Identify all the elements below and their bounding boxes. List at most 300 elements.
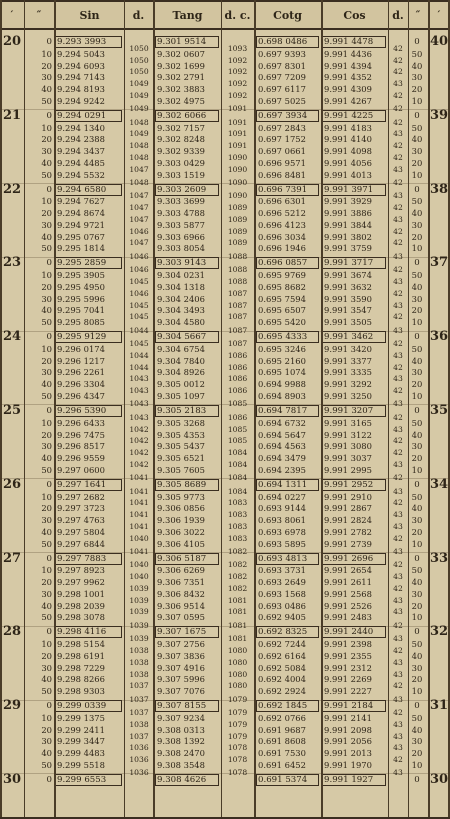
s-cell: 20 [41, 577, 52, 588]
d-sin-cell: 1038 [129, 669, 149, 679]
d-sin-cell: 1048 [129, 141, 149, 151]
header-dc: d. c. [224, 9, 251, 22]
value-box [155, 331, 219, 343]
dc-tan-cell: 1090 [227, 164, 248, 174]
dc-tan-cell: 1084 [227, 486, 248, 496]
s-cell: 40 [41, 305, 52, 316]
sin-cell: 9.297 0600 [57, 464, 105, 475]
d-cos-cell: 42 [393, 583, 403, 593]
rs-cell: 0 [414, 184, 420, 195]
rs-cell: 30 [411, 588, 423, 599]
s-cell: 10 [41, 639, 52, 650]
d-cos-cell: 43 [393, 459, 403, 469]
dc-tan-cell: 1079 [227, 731, 248, 741]
minute-label-left: 26 [3, 476, 22, 492]
cot-cell: 0.692 0766 [258, 712, 306, 723]
s-cell: 20 [41, 724, 52, 735]
value-box [155, 626, 219, 638]
value-box [55, 184, 122, 196]
value-box [55, 36, 122, 48]
s-cell: 40 [41, 748, 52, 759]
d-cos-cell: 42 [393, 90, 403, 100]
dc-tan-cell: 1088 [227, 277, 248, 287]
d-sin-cell: 1040 [129, 533, 149, 543]
dc-tan-cell: 1091 [227, 104, 248, 114]
d-cos-cell: 42 [393, 560, 403, 570]
rs-cell: 10 [411, 243, 423, 254]
d-cos-cell: 43 [393, 79, 403, 89]
cos-cell: 9.991 2355 [324, 650, 372, 661]
sin-cell: 9.294 0291 [57, 110, 107, 121]
sin-cell: 9.295 5996 [57, 293, 105, 304]
cos-cell: 9.991 4267 [324, 95, 372, 106]
cos-cell: 9.991 3505 [324, 317, 372, 328]
minute-label-left: 21 [3, 107, 22, 123]
d-cos-cell: 43 [393, 731, 403, 741]
tan-cell: 9.302 0607 [157, 48, 205, 59]
s-cell: 0 [46, 332, 52, 343]
tan-cell: 9.302 2791 [157, 72, 205, 83]
tan-cell: 9.305 6521 [157, 453, 205, 463]
header-cotg: Cotg [273, 9, 302, 22]
d-sin-cell: 1038 [129, 657, 149, 667]
dc-tan-cell: 1082 [227, 572, 248, 582]
rs-cell: 0 [414, 406, 420, 416]
d-sin-cell: 1044 [129, 325, 149, 335]
cot-cell: 0.692 4004 [258, 674, 306, 685]
d-sin-cell: 1040 [129, 572, 149, 582]
cos-cell: 9.991 3929 [324, 196, 372, 207]
s-cell: 10 [41, 491, 52, 502]
cot-cell: 0.697 6117 [258, 84, 306, 94]
cot-cell: 0.694 4563 [258, 441, 306, 452]
rs-cell: 0 [414, 332, 420, 343]
value-box [322, 331, 386, 343]
d-sin-cell: 1047 [129, 214, 149, 224]
cos-cell: 9.991 3080 [324, 441, 372, 452]
cot-cell: 0.693 1568 [258, 588, 306, 599]
cos-cell: 9.991 2184 [324, 701, 374, 712]
d-cos-cell: 42 [393, 448, 403, 458]
cos-cell: 9.991 2098 [324, 724, 372, 735]
s-cell: 50 [41, 686, 52, 697]
cot-cell: 0.695 3246 [258, 343, 306, 354]
cot-cell: 0.691 5374 [258, 775, 308, 785]
d-cos-cell: 42 [393, 117, 403, 127]
d-cos-cell: 43 [393, 572, 403, 582]
cot-cell: 0.697 8301 [258, 60, 306, 71]
dc-tan-cell: 1080 [227, 681, 248, 691]
minute-label-left: 30 [3, 772, 22, 787]
value-box [322, 626, 386, 638]
d-cos-cell: 42 [393, 620, 403, 630]
sin-cell: 9.299 6553 [57, 775, 107, 785]
d-sin-cell: 1047 [129, 203, 149, 213]
cos-cell: 9.991 3292 [324, 379, 372, 390]
tan-cell: 9.307 5996 [157, 674, 205, 685]
cot-cell: 0.697 2843 [258, 122, 306, 133]
cot-cell: 0.692 1845 [258, 701, 308, 712]
dc-tan-cell: 1085 [227, 436, 248, 446]
d-cos-cell: 42 [393, 104, 403, 114]
d-sin-cell: 1049 [129, 129, 149, 139]
cot-cell: 0.697 0661 [258, 146, 306, 157]
value-box [155, 700, 219, 712]
d-sin-cell: 1043 [129, 399, 149, 409]
rs-cell: 10 [411, 464, 423, 475]
value-box [322, 184, 386, 196]
s-cell: 30 [41, 72, 52, 83]
d-cos-cell: 43 [393, 547, 403, 557]
tan-cell: 9.305 9773 [157, 491, 205, 502]
d-cos-cell: 43 [393, 634, 403, 644]
d-cos-cell: 42 [393, 533, 403, 543]
header-tang: Tang [172, 9, 203, 22]
s-cell: 0 [46, 701, 52, 712]
sin-cell: 9.296 8517 [57, 441, 105, 452]
d-cos-cell: 43 [393, 607, 403, 617]
tan-cell: 9.306 5187 [157, 553, 207, 564]
sin-cell: 9.295 0767 [57, 231, 105, 242]
value-box [55, 331, 122, 343]
sin-cell: 9.295 8085 [57, 317, 105, 328]
rs-cell: 10 [411, 317, 423, 328]
dc-tan-cell: 1083 [227, 498, 248, 508]
cot-cell: 0.697 5025 [258, 95, 306, 106]
cos-cell: 9.991 2782 [324, 526, 372, 537]
sin-cell: 9.298 6191 [57, 650, 105, 661]
d-sin-cell: 1048 [129, 117, 149, 127]
sin-cell: 9.296 5390 [57, 406, 107, 416]
sin-cell: 9.295 3905 [57, 270, 105, 281]
cot-cell: 0.693 8061 [258, 515, 306, 526]
cos-cell: 9.991 3717 [324, 258, 374, 269]
dc-tan-cell: 1078 [227, 755, 248, 765]
column-rule [408, 0, 409, 819]
value-box [55, 479, 122, 491]
tan-cell: 9.304 1318 [157, 281, 205, 292]
dc-tan-cell: 1089 [227, 226, 248, 236]
cos-cell: 9.991 3886 [324, 208, 372, 219]
dc-tan-cell: 1091 [227, 141, 248, 151]
cos-cell: 9.991 3971 [324, 184, 374, 195]
rs-cell: 20 [411, 600, 423, 611]
tan-cell: 9.304 8926 [157, 367, 205, 378]
d-sin-cell: 1048 [129, 152, 149, 162]
rs-cell: 10 [411, 95, 423, 106]
tan-cell: 9.306 7351 [157, 577, 205, 588]
d-sin-cell: 1037 [129, 681, 149, 691]
tan-cell: 9.305 1097 [157, 390, 205, 401]
minute-label-left: 29 [3, 698, 22, 714]
cos-cell: 9.991 3420 [324, 343, 372, 354]
sin-cell: 9.293 3993 [57, 37, 107, 47]
d-sin-cell: 1047 [129, 191, 149, 201]
tan-cell: 9.305 3268 [157, 417, 205, 428]
sin-cell: 9.298 5154 [57, 639, 105, 650]
value-box [256, 774, 319, 786]
value-box [322, 700, 386, 712]
rs-cell: 10 [411, 612, 423, 623]
cos-cell: 9.991 2013 [324, 748, 372, 759]
dc-tan-cell: 1078 [227, 743, 248, 753]
rs-cell: 0 [414, 479, 420, 490]
cot-cell: 0.693 0486 [258, 600, 306, 611]
rs-cell: 20 [411, 231, 423, 242]
cot-cell: 0.695 7594 [258, 293, 306, 304]
cos-cell: 9.991 4056 [324, 157, 372, 168]
dc-tan-cell: 1082 [227, 583, 248, 593]
s-cell: 50 [41, 464, 52, 475]
header-minutes-left: ′ [10, 10, 14, 21]
d-sin-cell: 1049 [129, 90, 149, 100]
cot-cell: 0.691 8608 [258, 736, 306, 747]
cos-cell: 9.991 3802 [324, 231, 372, 242]
d-cos-cell: 42 [393, 265, 403, 275]
cos-cell: 9.991 2440 [324, 627, 374, 638]
dc-tan-cell: 1081 [227, 595, 248, 605]
rs-cell: 10 [411, 759, 423, 770]
tan-cell: 9.304 7840 [157, 355, 205, 366]
d-cos-cell: 42 [393, 362, 403, 372]
value-box [322, 405, 386, 417]
value-box [55, 257, 122, 269]
dc-tan-cell: 1088 [227, 251, 248, 261]
dc-tan-cell: 1081 [227, 620, 248, 630]
d-sin-cell: 1047 [129, 164, 149, 174]
cot-cell: 0.695 2160 [258, 355, 306, 366]
value-box [55, 553, 122, 565]
dc-tan-cell: 1087 [227, 300, 248, 310]
cot-cell: 0.694 1311 [258, 479, 308, 490]
d-sin-cell: 1041 [129, 498, 149, 508]
s-cell: 20 [41, 503, 52, 514]
minute-label-right: 33 [430, 550, 449, 566]
d-sin-cell: 1037 [129, 694, 149, 704]
value-box [155, 405, 219, 417]
cos-cell: 9.991 3207 [324, 406, 374, 416]
rs-cell: 10 [411, 538, 423, 549]
dc-tan-cell: 1081 [227, 634, 248, 644]
rs-cell: 40 [411, 281, 423, 292]
sin-cell: 9.296 6433 [57, 417, 105, 428]
header-minutes-right: ′ [437, 10, 441, 21]
d-cos-cell: 43 [393, 510, 403, 520]
s-cell: 50 [41, 243, 52, 254]
tan-cell: 9.307 2756 [157, 639, 205, 650]
rs-cell: 50 [411, 491, 423, 502]
s-cell: 0 [46, 553, 52, 564]
sin-cell: 9.296 0174 [57, 343, 105, 354]
sin-cell: 9.295 4950 [57, 281, 105, 292]
d-sin-cell: 1043 [129, 412, 149, 422]
rs-cell: 50 [411, 270, 423, 281]
d-sin-cell: 1049 [129, 79, 149, 89]
s-cell: 40 [41, 157, 52, 168]
d-cos-cell: 43 [393, 719, 403, 729]
value-box [322, 553, 386, 565]
cot-cell: 0.694 0227 [258, 491, 306, 502]
d-sin-cell: 1050 [129, 55, 149, 65]
s-cell: 10 [41, 565, 52, 576]
s-cell: 0 [46, 37, 52, 47]
d-cos-cell: 42 [393, 238, 403, 248]
column-rule [388, 0, 389, 819]
value-box [55, 626, 122, 638]
sin-cell: 9.298 7229 [57, 662, 105, 673]
column-rule [124, 0, 125, 819]
tan-cell: 9.308 1392 [157, 736, 205, 747]
cot-cell: 0.693 2649 [258, 577, 306, 588]
cot-cell: 0.696 3034 [258, 231, 306, 242]
s-cell: 50 [41, 538, 52, 549]
sin-cell: 9.295 2859 [57, 258, 107, 269]
d-cos-cell: 42 [393, 646, 403, 656]
sin-cell: 9.299 2411 [57, 724, 105, 735]
dc-tan-cell: 1086 [227, 412, 248, 422]
s-cell: 50 [41, 390, 52, 401]
sin-cell: 9.299 5518 [57, 759, 105, 770]
cos-cell: 9.991 2654 [324, 565, 372, 576]
sin-cell: 9.294 7143 [57, 72, 105, 83]
minute-label-right: 39 [430, 107, 449, 123]
d-sin-cell: 1036 [129, 755, 149, 765]
cos-cell: 9.991 3250 [324, 390, 372, 401]
d-sin-cell: 1050 [129, 43, 149, 53]
cot-cell: 0.692 2924 [258, 686, 306, 697]
tan-cell: 9.307 9234 [157, 712, 205, 723]
s-cell: 40 [41, 231, 52, 242]
sin-cell: 9.297 2682 [57, 491, 105, 502]
rs-cell: 10 [411, 686, 423, 697]
cos-cell: 9.991 2141 [324, 712, 372, 723]
tan-cell: 9.303 5877 [157, 219, 205, 230]
s-cell: 30 [41, 146, 52, 157]
cos-cell: 9.991 1970 [324, 759, 372, 770]
sin-cell: 9.296 7475 [57, 429, 105, 440]
value-box [55, 774, 122, 786]
sin-cell: 9.299 1375 [57, 712, 105, 723]
sin-cell: 9.296 1217 [57, 355, 105, 366]
cot-cell: 0.694 6732 [258, 417, 306, 428]
sin-cell: 9.297 9962 [57, 577, 105, 588]
dc-tan-cell: 1090 [227, 178, 248, 188]
rs-cell: 20 [411, 674, 423, 685]
tan-cell: 9.304 5667 [157, 332, 207, 343]
tan-cell: 9.304 4580 [157, 317, 205, 328]
tan-cell: 9.306 3022 [157, 526, 205, 537]
d-sin-cell: 1044 [129, 362, 149, 372]
cos-cell: 9.991 4140 [324, 134, 372, 145]
d-cos-cell: 43 [393, 743, 403, 753]
minute-label-left: 28 [3, 624, 22, 640]
d-cos-cell: 43 [393, 768, 403, 778]
sin-cell: 9.294 6580 [57, 184, 107, 195]
tan-cell: 9.302 7157 [157, 122, 205, 133]
cos-cell: 9.991 2696 [324, 553, 374, 564]
cot-cell: 0.694 2395 [258, 464, 306, 475]
cot-cell: 0.696 4123 [258, 219, 306, 230]
value-box [256, 110, 319, 122]
d-cos-cell: 42 [393, 141, 403, 151]
value-box [155, 110, 219, 122]
cot-cell: 0.694 5647 [258, 429, 306, 440]
sin-cell: 9.299 3447 [57, 736, 105, 747]
minute-label-left: 23 [3, 255, 22, 271]
s-cell: 10 [41, 343, 52, 354]
dc-tan-cell: 1087 [227, 339, 248, 349]
cos-cell: 9.991 2867 [324, 503, 372, 514]
d-sin-cell: 1043 [129, 374, 149, 384]
rs-cell: 40 [411, 60, 423, 71]
d-sin-cell: 1041 [129, 473, 149, 483]
d-sin-cell: 1037 [129, 731, 149, 741]
dc-tan-cell: 1081 [227, 607, 248, 617]
cos-cell: 9.991 3462 [324, 332, 374, 343]
d-cos-cell: 43 [393, 164, 403, 174]
d-sin-cell: 1045 [129, 300, 149, 310]
s-cell: 40 [41, 600, 52, 611]
d-cos-cell: 42 [393, 412, 403, 422]
cos-cell: 9.991 2056 [324, 736, 372, 747]
d-cos-cell: 43 [393, 521, 403, 531]
cos-cell: 9.991 3165 [324, 417, 372, 428]
cos-cell: 9.991 2312 [324, 662, 372, 673]
d-cos-cell: 42 [393, 67, 403, 77]
dc-tan-cell: 1080 [227, 669, 248, 679]
cot-cell: 0.692 9405 [258, 612, 306, 623]
sin-cell: 9.297 4763 [57, 515, 105, 526]
dc-tan-cell: 1089 [227, 238, 248, 248]
d-sin-cell: 1041 [129, 547, 149, 557]
dc-tan-cell: 1086 [227, 386, 248, 396]
cos-cell: 9.991 3122 [324, 429, 372, 440]
d-sin-cell: 1050 [129, 67, 149, 77]
sin-cell: 9.296 9559 [57, 453, 105, 463]
tan-cell: 9.307 3836 [157, 650, 205, 661]
tan-cell: 9.303 4788 [157, 208, 205, 219]
dc-tan-cell: 1085 [227, 424, 248, 434]
value-box [322, 257, 386, 269]
value-box [155, 257, 219, 269]
s-cell: 30 [41, 515, 52, 526]
cot-cell: 0.697 9393 [258, 48, 306, 59]
sin-cell: 9.298 2039 [57, 600, 105, 611]
tan-cell: 9.307 0595 [157, 612, 205, 623]
s-cell: 0 [46, 184, 52, 195]
tan-cell: 9.303 9143 [157, 258, 207, 269]
dc-tan-cell: 1083 [227, 510, 248, 520]
s-cell: 20 [41, 208, 52, 219]
rs-cell: 40 [411, 650, 423, 661]
sin-cell: 9.294 4485 [57, 157, 105, 168]
d-sin-cell: 1040 [129, 560, 149, 570]
rs-cell: 30 [411, 662, 423, 673]
sin-cell: 9.295 7041 [57, 305, 105, 316]
rs-cell: 30 [411, 515, 423, 526]
rs-cell: 30 [411, 441, 423, 452]
value-box [256, 36, 319, 48]
tan-cell: 9.306 1939 [157, 515, 205, 526]
value-box [256, 479, 319, 491]
sin-cell: 9.294 8674 [57, 208, 105, 219]
tan-cell: 9.307 4916 [157, 662, 205, 673]
dc-tan-cell: 1092 [227, 90, 248, 100]
dc-tan-cell: 1078 [227, 768, 248, 778]
value-box [256, 184, 319, 196]
header-seconds-right: ″ [415, 10, 421, 21]
cot-cell: 0.694 8903 [258, 390, 306, 401]
